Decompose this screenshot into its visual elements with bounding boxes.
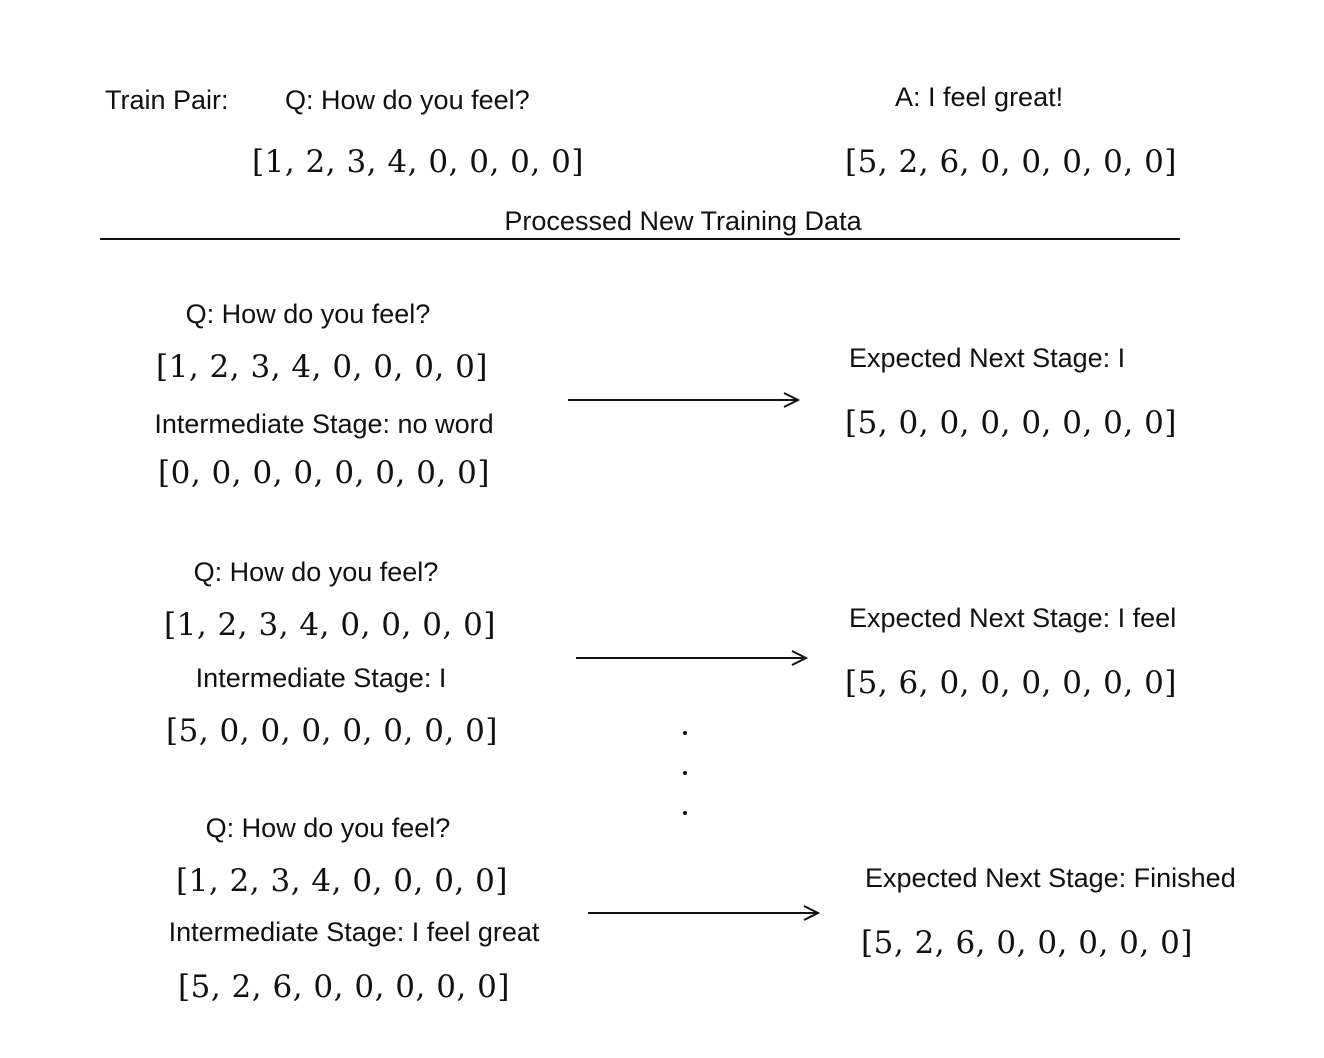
stage-1-expected-label: Expected Next Stage: I	[849, 343, 1126, 373]
stage-2-intermediate-vector: [5, 0, 0, 0, 0, 0, 0, 0]	[166, 713, 498, 749]
stage-1-intermediate-label: Intermediate Stage: no word	[154, 409, 494, 439]
stage-2-expected-vector: [5, 6, 0, 0, 0, 0, 0, 0]	[845, 665, 1177, 701]
stage-1-arrow	[568, 392, 800, 408]
stage-3-arrow	[588, 905, 820, 921]
train-pair-label: Train Pair:	[105, 85, 229, 115]
ellipsis-dot	[683, 811, 687, 815]
train-question: Q: How do you feel?	[285, 85, 530, 115]
stage-3-expected-label: Expected Next Stage: Finished	[865, 863, 1236, 893]
divider-line	[100, 238, 1180, 240]
stage-1-question-vector: [1, 2, 3, 4, 0, 0, 0, 0]	[156, 349, 488, 385]
train-answer-vector: [5, 2, 6, 0, 0, 0, 0, 0]	[845, 144, 1177, 180]
stage-3-expected-vector: [5, 2, 6, 0, 0, 0, 0, 0]	[861, 925, 1193, 961]
ellipsis-dot	[683, 731, 687, 735]
stage-3-question-vector: [1, 2, 3, 4, 0, 0, 0, 0]	[176, 863, 508, 899]
stage-2-question: Q: How do you feel?	[193, 557, 439, 587]
divider-title: Processed New Training Data	[504, 206, 862, 236]
stage-2-arrow	[576, 650, 808, 666]
train-answer: A: I feel great!	[895, 82, 1064, 112]
stage-1-expected-vector: [5, 0, 0, 0, 0, 0, 0, 0]	[845, 405, 1177, 441]
stage-3-intermediate-label: Intermediate Stage: I feel great	[168, 917, 540, 947]
stage-1-intermediate-vector: [0, 0, 0, 0, 0, 0, 0, 0]	[158, 455, 490, 491]
stage-3-question: Q: How do you feel?	[205, 813, 451, 843]
ellipsis-dot	[683, 771, 687, 775]
stage-2-intermediate-label: Intermediate Stage: I	[195, 663, 447, 693]
stage-1-question: Q: How do you feel?	[185, 299, 431, 329]
stage-2-expected-label: Expected Next Stage: I feel	[849, 603, 1177, 633]
train-question-vector: [1, 2, 3, 4, 0, 0, 0, 0]	[252, 144, 584, 180]
stage-3-intermediate-vector: [5, 2, 6, 0, 0, 0, 0, 0]	[178, 969, 510, 1005]
stage-2-question-vector: [1, 2, 3, 4, 0, 0, 0, 0]	[164, 607, 496, 643]
